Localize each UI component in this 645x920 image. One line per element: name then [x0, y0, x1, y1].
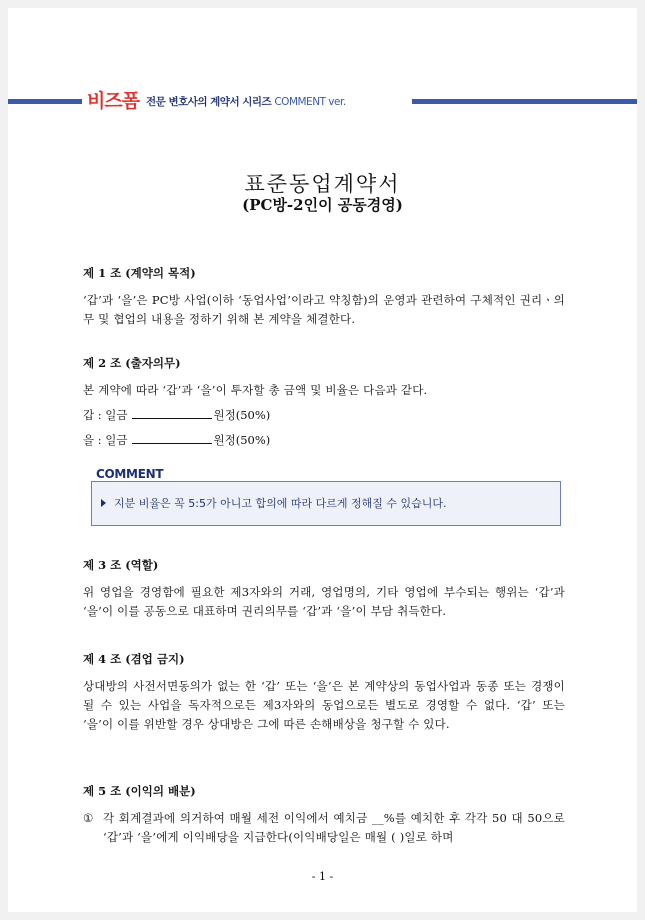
header-rule-left: [8, 99, 82, 104]
article-5: [83, 782, 565, 847]
amount-blank: [132, 407, 212, 419]
amount-blank: [132, 432, 212, 444]
article-body: 본 계약에 따라 ‘갑’과 ‘을’이 투자할 총 금액 및 비율은 다음과 같다.: [83, 383, 428, 397]
comment-box: [91, 481, 561, 526]
article-heading: 제 2 조 (출자의무): [83, 356, 181, 370]
comment-text: 지분 비율은 꼭 5:5가 아니고 합의에 따라 다르게 정해질 수 있습니다.: [114, 497, 447, 510]
article-body: 상대방의 사전서면동의가 없는 한 ‘갑’ 또는 ‘을’은 본 계약상의 동업사업과 동종 또는 경쟁이 될 수 있는 사업을 독자적으로든 제3자와의 동업으로든 별도로 경영할 수 없다. ‘갑’ 또는 ‘을’이 이를 위반할 경우 상대방은 그에 따른 손해배상을 청구할 수 있다.: [83, 679, 565, 731]
document-subtitle: (PC방-2인이 공동경영): [242, 196, 403, 214]
article-body: 위 영업을 경영함에 필요한 제3자와의 거래, 영업명의, 기타 영업에 부수되는 행위는 ‘갑’과 ‘을’이 이를 공동으로 대표하며 권리의무를 ‘갑’과 ‘을’이 부담 취득한다.: [83, 585, 565, 618]
series-name: 전문 변호사의 계약서 시리즈: [146, 96, 272, 108]
article-heading: 제 1 조 (계약의 목적): [83, 266, 196, 280]
article-heading: 제 4 조 (겸업 금지): [83, 652, 185, 666]
article-body: ‘갑’과 ‘을’은 PC방 사업(이하 ‘동업사업’이라고 약칭함)의 운영과 관련하여 구체적인 권리ㆍ의무 및 협업의 내용을 정하기 위해 본 계약을 체결한다.: [83, 293, 565, 326]
investor-label: 을 : 일금: [83, 433, 128, 447]
comment-label: COMMENT: [96, 467, 164, 481]
document-title: 표준동업계약서: [244, 172, 401, 196]
brand-logo: 비즈폼: [87, 90, 140, 112]
article-4: [83, 650, 565, 734]
item-number: ①: [83, 811, 94, 825]
document-page: [8, 8, 637, 912]
article-heading: 제 5 조 (이익의 배분): [83, 784, 196, 798]
investment-line: [83, 406, 565, 425]
series-caption: [146, 94, 346, 109]
amount-suffix: 원정(50%): [213, 408, 271, 422]
investor-label: 갑 : 일금: [83, 408, 128, 422]
list-item: [83, 809, 565, 847]
article-3: [83, 556, 565, 621]
item-text: 각 회계결과에 의거하여 매월 세전 이익에서 예치금 __%를 예치한 후 각각 50 대 50으로 ‘갑’과 ‘을’에게 이익배당을 지급한다(이익배당일은 매월 ( )일로 하며: [103, 811, 565, 844]
investment-line: [83, 431, 565, 450]
series-header: [8, 84, 637, 110]
article-2: [83, 354, 565, 450]
bullet-triangle-icon: [101, 499, 106, 507]
amount-suffix: 원정(50%): [213, 433, 271, 447]
page-number: - 1 -: [311, 870, 334, 883]
series-version: COMMENT ver.: [274, 96, 346, 108]
header-rule-right: [412, 99, 637, 104]
article-1: [83, 264, 565, 329]
article-heading: 제 3 조 (역할): [83, 558, 159, 572]
